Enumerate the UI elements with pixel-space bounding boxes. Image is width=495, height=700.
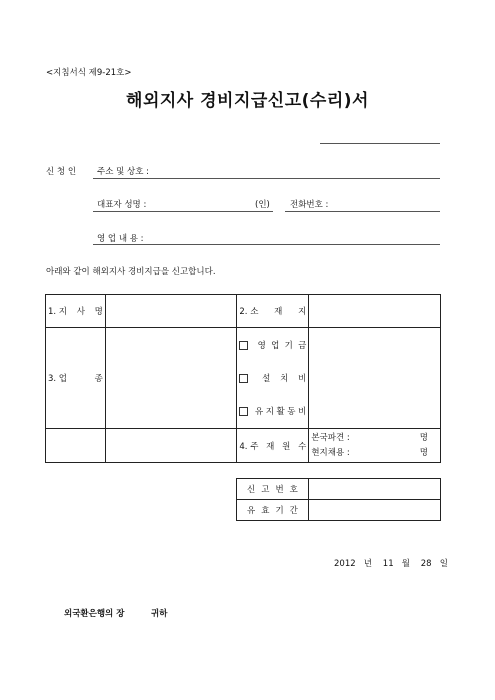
unit-label: 명	[419, 447, 428, 458]
form-code: <지침서식 제9-21호>	[46, 68, 132, 78]
validity-period-value[interactable]	[308, 500, 440, 521]
report-number-value[interactable]	[308, 479, 440, 500]
branch-name-label: 1. 지 사 명	[46, 295, 106, 328]
date-line: 2012 년 11 월 28 일	[334, 559, 448, 569]
expense-options	[237, 328, 309, 429]
empty-label-cell	[46, 429, 106, 463]
date-day: 28	[420, 559, 432, 569]
date-year: 2012	[334, 559, 356, 569]
validity-period-label: 유 효 기 간	[237, 500, 309, 521]
checkbox-operating-fund[interactable]: 영 업 기 금	[239, 329, 306, 362]
staff-count-value[interactable]	[309, 429, 441, 463]
page-title: 해외지사 경비지급신고(수리)서	[126, 91, 369, 111]
expense-table	[45, 294, 441, 463]
date-month: 11	[382, 559, 394, 569]
business-type-label: 3. 업 종	[46, 328, 106, 429]
staff-count-label: 4. 주 재 원 수	[237, 429, 309, 463]
seal-mark: (인)	[255, 200, 270, 210]
checkbox-maintenance-cost[interactable]: 유 지 활 동 비	[239, 395, 306, 428]
checkbox-icon[interactable]	[239, 374, 248, 383]
address-label: 주소 및 상호 :	[97, 167, 150, 177]
business-field[interactable]	[93, 244, 440, 245]
report-number-label: 신 고 번 호	[237, 479, 309, 500]
business-type-value[interactable]	[105, 328, 237, 429]
declaration-text: 아래와 같이 해외지사 경비지급을 신고합니다.	[46, 267, 216, 277]
location-value[interactable]	[309, 295, 441, 328]
addressee-suffix: 귀하	[151, 609, 168, 619]
applicant-label: 신 청 인	[46, 167, 77, 177]
phone-label: 전화번호 :	[290, 200, 329, 210]
title-underline	[320, 143, 440, 144]
checkbox-installation-cost[interactable]: 설 치 비	[239, 362, 306, 395]
addressee-name: 외국환은행의 장	[64, 609, 125, 619]
phone-field[interactable]	[285, 211, 440, 212]
empty-value-cell	[105, 429, 237, 463]
local-label: 현지채용 :	[311, 447, 350, 458]
location-label: 2. 소 재 지	[237, 295, 309, 328]
address-field[interactable]	[93, 178, 440, 179]
branch-name-value[interactable]	[105, 295, 237, 328]
business-label: 영 업 내 용 :	[97, 234, 144, 244]
checkbox-icon[interactable]	[239, 341, 248, 350]
expense-amount-value[interactable]	[309, 328, 441, 429]
report-table	[236, 478, 441, 521]
checkbox-icon[interactable]	[239, 407, 248, 416]
dispatch-label: 본국파견 :	[311, 432, 350, 443]
representative-label: 대표자 성명 :	[97, 200, 147, 210]
representative-field[interactable]	[93, 211, 273, 212]
unit-label: 명	[419, 432, 428, 443]
